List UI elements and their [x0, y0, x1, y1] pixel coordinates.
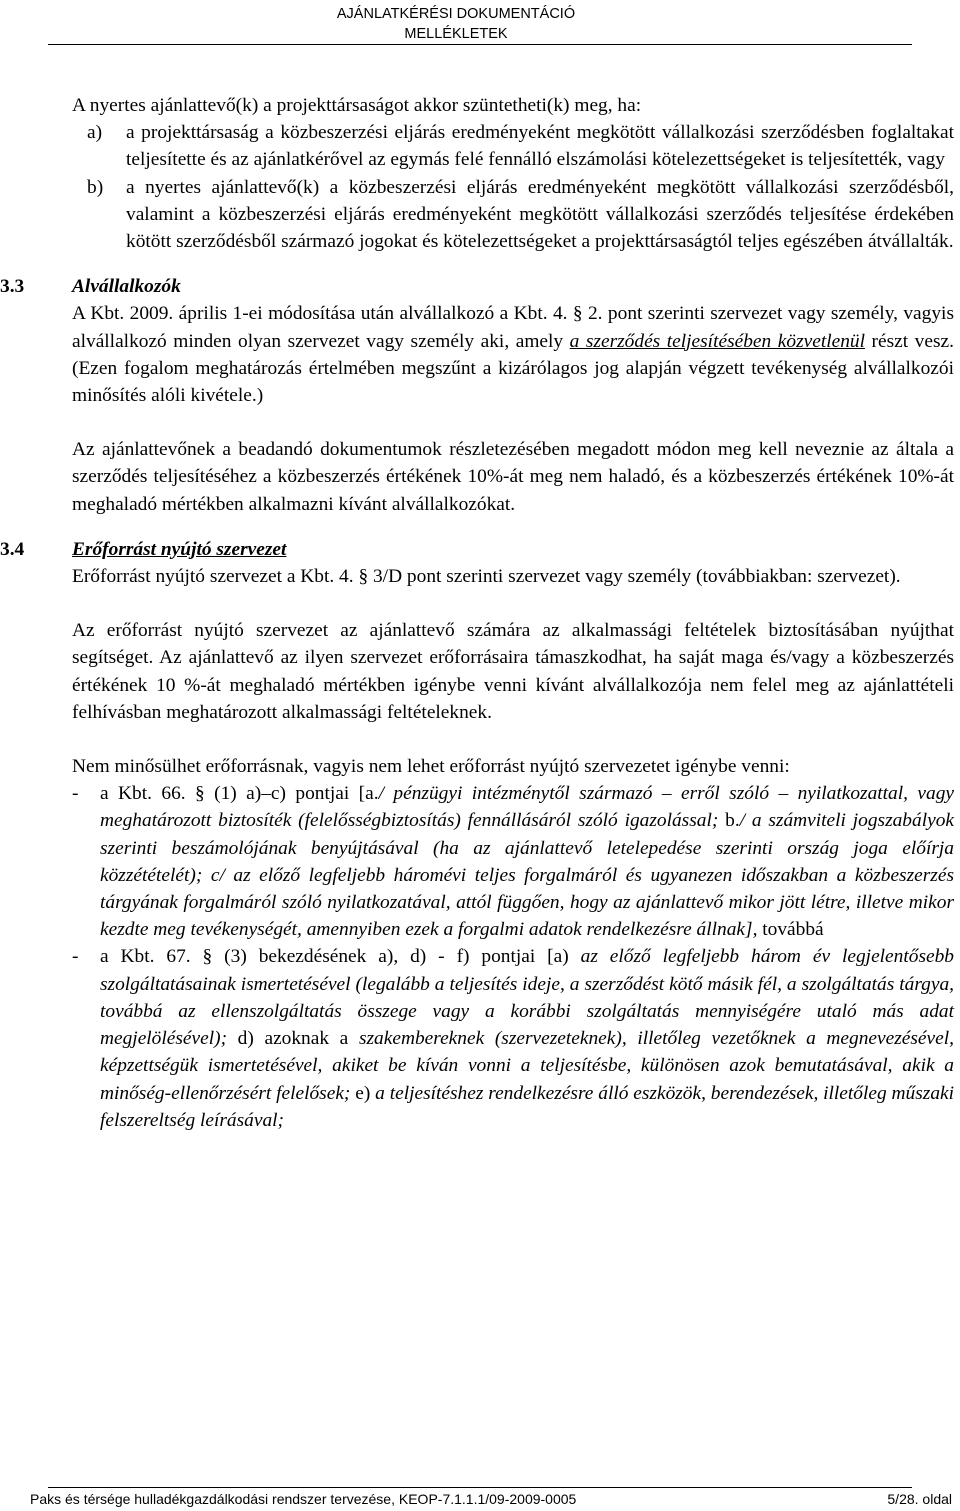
footer-project-title: Paks és térsége hulladékgazdálkodási rendszer tervezése, KEOP-7.1.1.1/09-2009-0005	[30, 1491, 577, 1507]
document-body	[0, 92, 955, 1134]
exclusion-item-1-mark: -	[72, 783, 79, 805]
condition-b-mark: b)	[87, 176, 104, 198]
condition-a-mark: a)	[87, 122, 103, 144]
exclusion-item-2	[72, 943, 954, 1133]
item-1-mid: b.	[718, 810, 740, 832]
header-title: AJÁNLATKÉRÉSI DOKUMENTÁCIÓ	[336, 6, 576, 22]
section-3-3-paragraph-2: Az ajánlattevőnek a beadandó dokumentumok részletezésében megadott módon meg kell neveznie az általa a szerződés teljesítéséhez a közbeszerzés értékének 10%-át meg nem haladó, és a közbeszerzés értékének 10%-át meghaladó mértékben alkalmazni kívánt alvállalkozókat.	[72, 439, 954, 515]
item-1-italic-1: / pénzügyi intézménytől származó – erről szóló – nyilatkozattal, vagy meghatározott biztosíték (felelősségbiztosítás) fennállásáról szóló igazolással;	[100, 783, 954, 832]
section-3-4-title: Erőforrást nyújtó szervezet	[72, 538, 287, 560]
page-header	[306, 4, 606, 44]
section-3-4-paragraph-1: Erőforrást nyújtó szervezet a Kbt. 4. § 3/D pont szerinti szervezet vagy személy (továbbiakban: szervezet).	[72, 566, 901, 588]
section-3-3-p1-text: A Kbt. 2009. április 1-ei módosítása után alvállalkozó a Kbt. 4. § 2. pont szerinti szervezet vagy személy, vagyis alvállalkozó minden olyan szervezet vagy személy aki, amely	[72, 303, 954, 352]
exclusion-item-2-mark: -	[72, 946, 79, 968]
section-3-3-p1-underlined: a szerződés teljesítésében közvetlenül	[569, 330, 865, 352]
section-3-3-heading	[0, 273, 954, 300]
condition-b	[87, 174, 954, 256]
item-2-italic-3: a teljesítéshez rendelkezésre álló eszközök, berendezések, illetőleg műszaki felszereltség leírásával;	[100, 1082, 955, 1131]
section-3-3-paragraph-1	[72, 300, 954, 409]
item-1-tail: továbbá	[757, 919, 824, 941]
item-2-italic-1: az előző legfeljebb három év legjelentősebb szolgáltatásainak ismertetésével (legalább a teljesítés ideje, a szerződést kötő másik fél, a szolgáltatás tárgya, továbbá az ellenszolgáltatás összege vagy a korábbi szolgáltatás mennyiségére utaló más adat megjelölésével);	[100, 946, 954, 1050]
item-2-italic-2: szakembereknek (szervezeteknek), illetőleg vezetőknek a megnevezésével, képzettségük ismertetésével, akiket be kíván vonni a teljesítésbe, különösen azok bemutatásával, akik a minőség-ellenőrzésért felelősek;	[100, 1028, 954, 1104]
item-2-mid-2: e)	[350, 1082, 376, 1104]
page-footer	[30, 1490, 952, 1508]
section-3-3-number: 3.3	[0, 276, 25, 298]
condition-b-text: a nyertes ajánlattevő(k) a közbeszerzési eljárás eredményeként megkötött vállalkozási szerződésből, valamint a közbeszerzési eljárás eredményeként megkötött vállalkozási szerződés teljesítése érdekében kötött szerződésből származó jogokat és kötelezettségeket a projekttársaságtól teljes egészében átvállalták.	[126, 176, 954, 253]
section-3-4-number: 3.4	[0, 538, 25, 560]
footer-page-number: 5/28. oldal	[887, 1491, 952, 1507]
exclusion-item-2-text	[100, 943, 954, 1133]
item-1-lead: a Kbt. 66. § (1) a)–c) pontjai [a.	[100, 783, 379, 805]
section-3-4-paragraph-2: Az erőforrást nyújtó szervezet az ajánlattevő számára az alkalmassági feltételek biztosításában nyújthat segítséget. Az ajánlattevő az ilyen szervezet erőforrásaira támaszkodhat, ha saját maga és/vagy a közbeszerzés értékének 10 %-át meghaladó mértékben igénybe venni kívánt alvállalkozója nem felel meg az ajánlattételi felhívásban meghatározott alkalmassági feltételeknek.	[72, 620, 954, 723]
section-3-3-p1-text-end: részt vesz. (Ezen fogalom meghatározás értelmében megszűnt a kizárólagos jog alapján végzett tevékenység alvállalkozói minősítés alóli kivétele.)	[72, 330, 954, 407]
item-2-lead: a Kbt. 67. § (3) bekezdésének a), d) - f) pontjai [a)	[100, 946, 581, 968]
spacer	[72, 726, 954, 753]
intro-paragraph: A nyertes ajánlattevő(k) a projekttársaságot akkor szüntetheti(k) meg, ha:	[72, 95, 642, 116]
condition-a	[87, 119, 954, 173]
exclusion-item-1	[72, 780, 954, 943]
header-rule	[48, 44, 912, 45]
footer-rule	[48, 1487, 912, 1488]
section-3-4-paragraph-3: Nem minősülhet erőforrásnak, vagyis nem lehet erőforrást nyújtó szervezetet igénybe venni:	[72, 756, 790, 778]
item-2-mid-1: d) azoknak a	[227, 1028, 359, 1050]
section-3-3-title: Alvállalkozók	[72, 276, 181, 298]
section-3-4	[0, 536, 955, 1134]
spacer	[72, 590, 954, 617]
section-3-3	[0, 273, 954, 518]
item-1-italic-2: / a számviteli jogszabályok szerinti beszámolójának benyújtásával (ha az ajánlattevő letelepedése szerinti ország joga előírja közzétételét); c/ az előző legfeljebb háromévi teljes forgalmáról és ugyanezen időszakban a közbeszerzés tárgyának forgalmáról szóló nyilatkozatával, attól függően, hogy az ajánlattevő mikor jött létre, illetve mikor kezdte meg tevékenységét, amennyiben ezek a forgalmi adatok rendelkezésre állnak],	[100, 810, 954, 941]
exclusion-item-1-text	[100, 780, 954, 943]
condition-a-text: a projekttársaság a közbeszerzési eljárás eredményeként megkötött vállalkozási szerződésben foglaltakat teljesítette és az ajánlatkérővel az egymás felé fennálló elszámolási kötelezettségeket is teljesítették, vagy	[126, 122, 954, 171]
spacer	[72, 409, 954, 436]
section-3-4-heading	[0, 536, 954, 563]
header-subtitle: MELLÉKLETEK	[404, 26, 508, 42]
